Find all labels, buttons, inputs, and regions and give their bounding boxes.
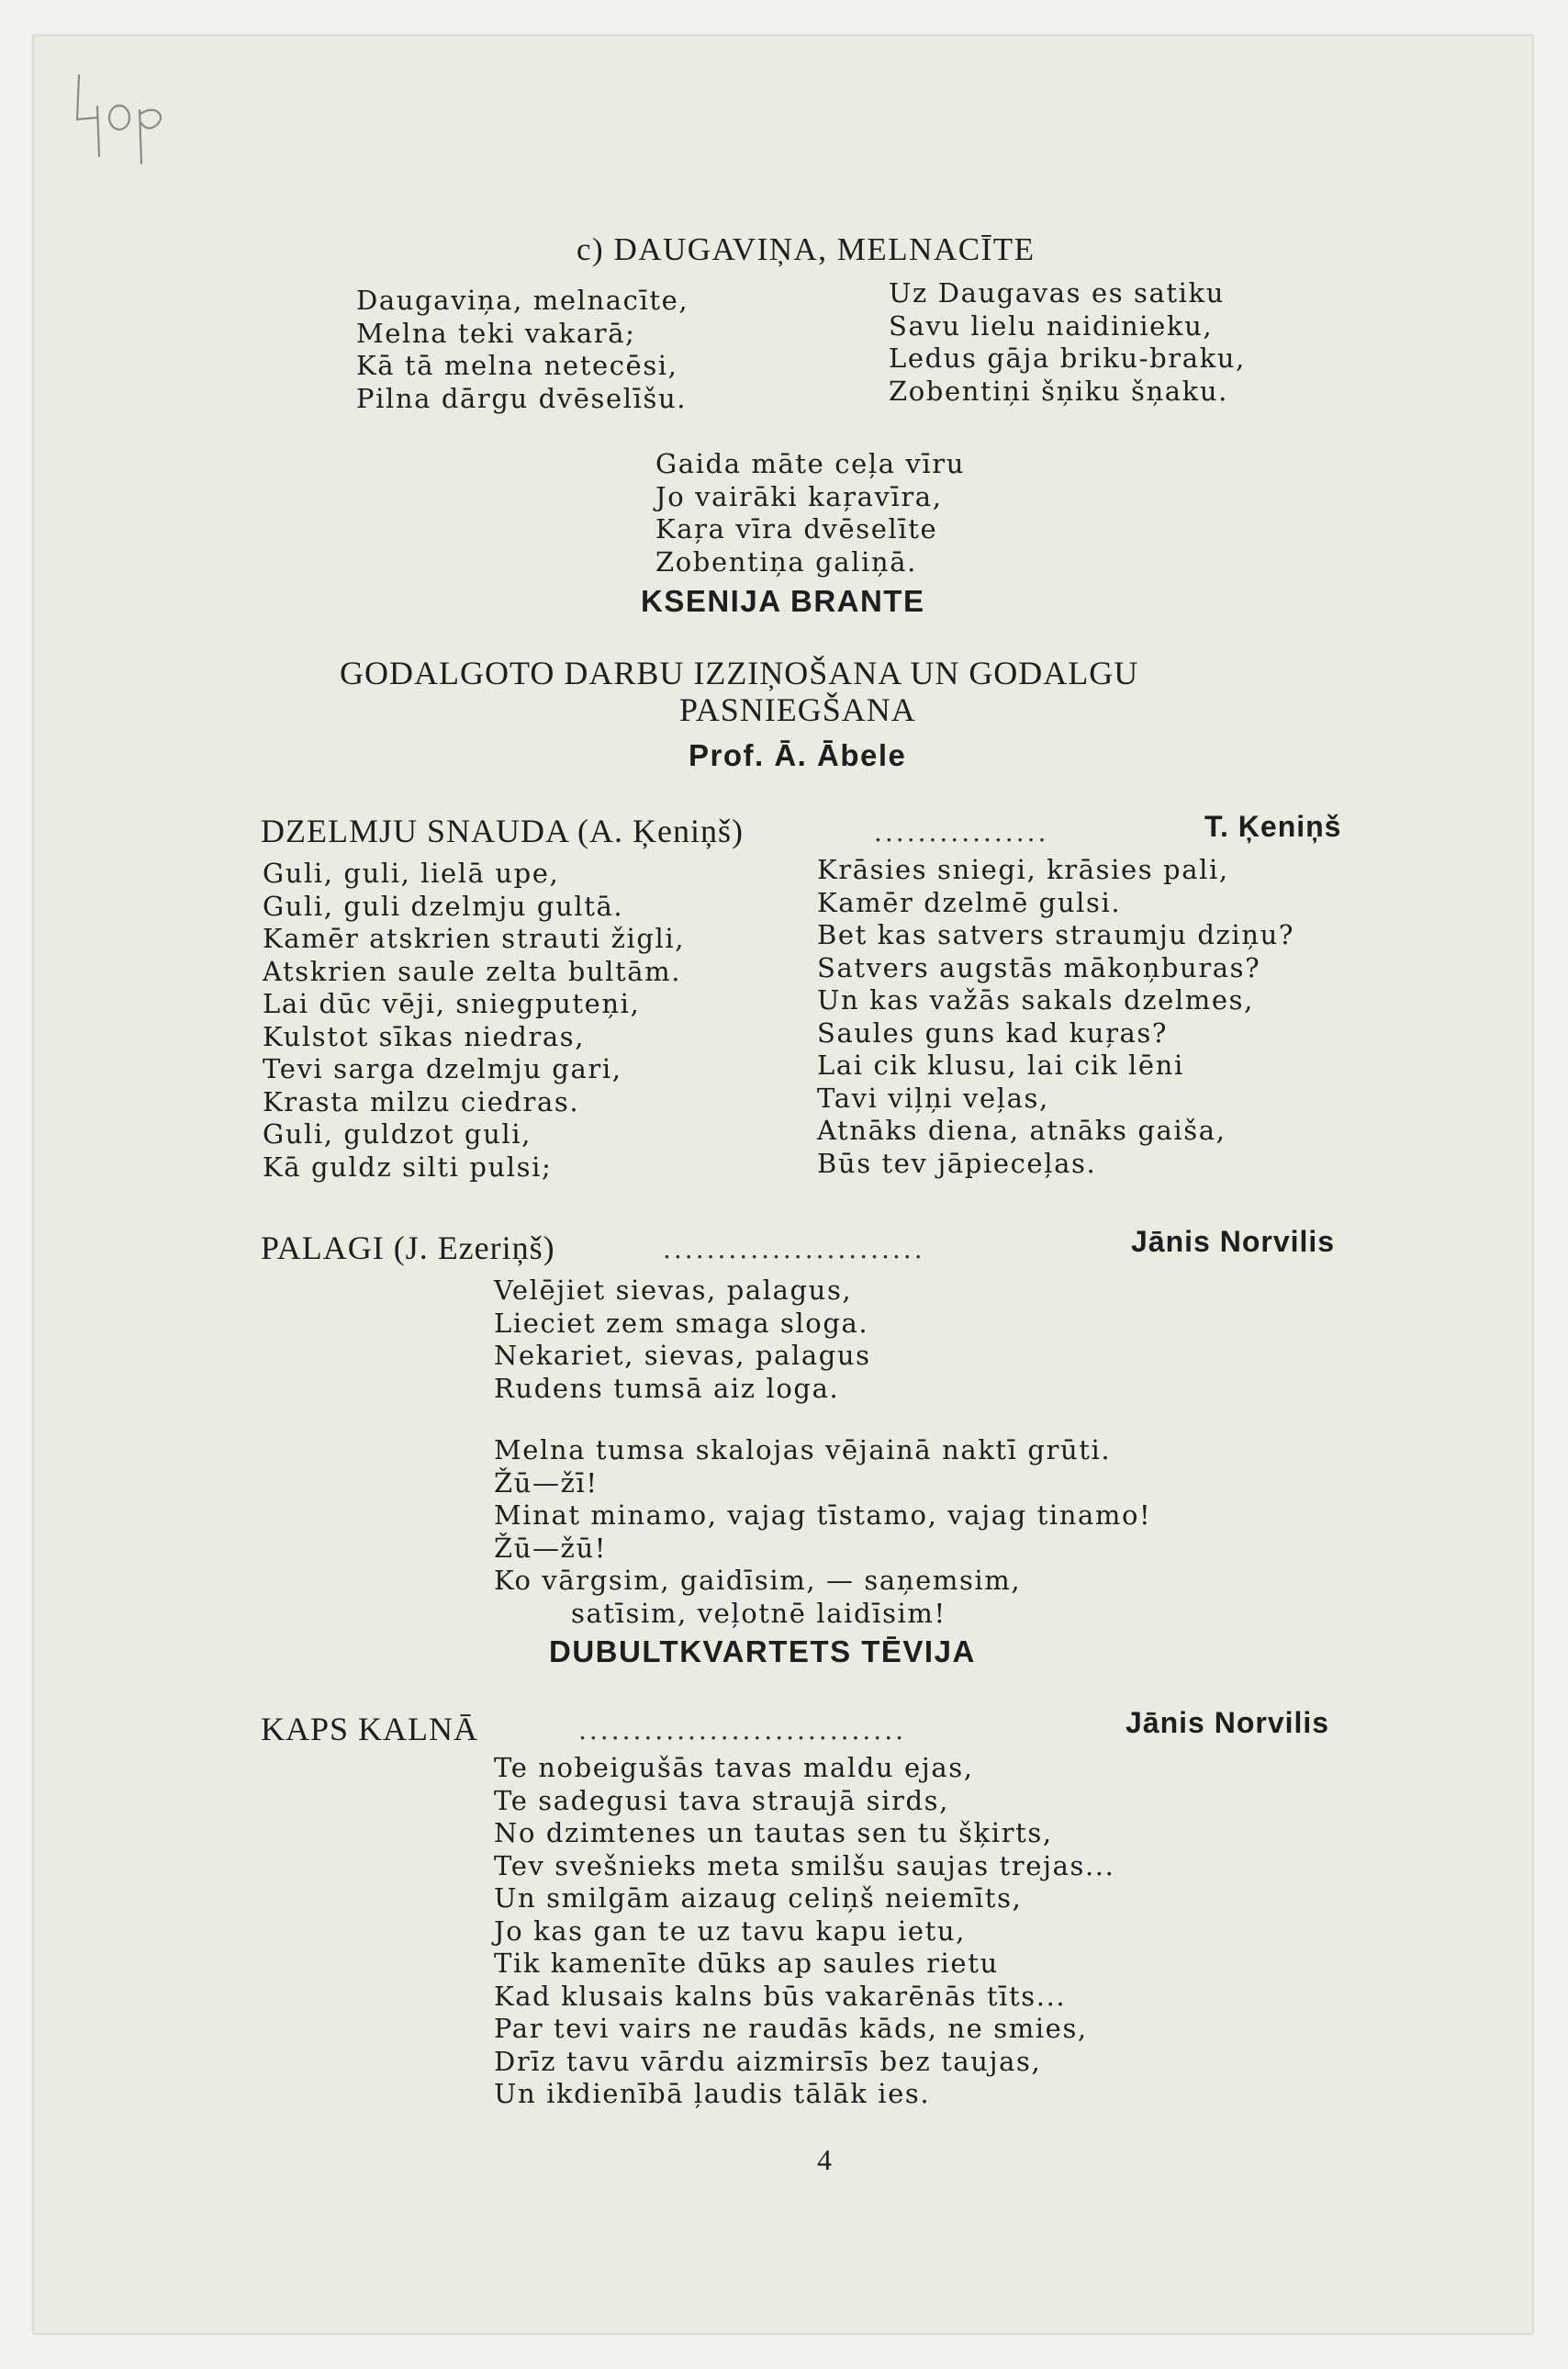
verse-line: Pilna dārgu dvēselīšu. bbox=[356, 382, 688, 414]
verse-line: Te nobeigušās tavas maldu ejas, bbox=[494, 1752, 974, 1783]
verse-line: Daugaviņa, melnacīte, bbox=[356, 285, 689, 316]
verse-line: Un smilgām aizaug celiņš neiemīts, bbox=[494, 1882, 1023, 1914]
verse-line: Krasta milzu ciedras. bbox=[263, 1085, 580, 1117]
verse-line: Gaida māte ceļa vīru bbox=[655, 448, 966, 479]
verse-line: Saules guns kad kuŗas? bbox=[817, 1016, 1169, 1049]
palagi-stanza-2-last-line: satīsim, veļotnē laidīsim! bbox=[571, 1598, 946, 1629]
verse-line: Kamēr atskrien strauti žigli, bbox=[263, 923, 686, 954]
verse-line: Guli, guldzot guli, bbox=[263, 1118, 532, 1150]
section-c-verse-right bbox=[889, 277, 1246, 408]
verse-line: Ko vārgsim, gaidīsim, — saņemsim, bbox=[494, 1565, 1022, 1596]
composer-janis-norvilis: Jānis Norvilis bbox=[1131, 1225, 1336, 1258]
verse-line: Atnāks diena, atnāks gaiša, bbox=[817, 1115, 1226, 1146]
verse-line: Lieciet zem smaga sloga. bbox=[494, 1307, 869, 1339]
verse-line: Atskrien saule zelta bultām. bbox=[263, 955, 682, 987]
verse-line: Ledus gāja briku-braku, bbox=[889, 342, 1246, 374]
verse-line: Žū—žū! bbox=[494, 1532, 608, 1564]
verse-line: Par tevi vairs ne raudās kāds, ne smies, bbox=[494, 2013, 1088, 2044]
palagi-stanza-1 bbox=[494, 1274, 871, 1405]
verse-line: Tik kamenīte dūks ap saules rietu bbox=[494, 1948, 999, 1979]
verse-line: Lai cik klusu, lai cik lēni bbox=[817, 1050, 1184, 1081]
verse-line: Tavi viļņi veļas, bbox=[817, 1082, 1049, 1114]
verse-line: Drīz tavu vārdu aizmirsīs bez taujas, bbox=[494, 2045, 1042, 2077]
verse-line: Kaŗa vīra dvēselīte bbox=[655, 513, 938, 545]
verse-line: Minat minamo, vajag tīstamo, vajag tinamo! bbox=[494, 1499, 1152, 1531]
song-title-dzelmju-snauda: DZELMJU SNAUDA (A. Ķeniņš) bbox=[261, 813, 744, 849]
section-c-title: c) DAUGAVIŅA, MELNACĪTE bbox=[577, 231, 1036, 267]
verse-line: Un kas važās sakals dzelmes, bbox=[817, 984, 1254, 1016]
verse-line: Zobentiņa galiņā. bbox=[655, 545, 917, 578]
verse-line: Būs tev jāpieceļas. bbox=[817, 1147, 1097, 1179]
handwritten-note bbox=[72, 66, 182, 167]
verse-line: Kamēr dzelmē gulsi. bbox=[817, 886, 1122, 918]
verse-line: Satvers augstās mākoņburas? bbox=[817, 951, 1261, 983]
verse-line: Tevi sarga dzelmju gari, bbox=[263, 1053, 622, 1084]
verse-line: Jo kas gan te uz tavu kapu ietu, bbox=[494, 1914, 966, 1947]
verse-line: Kā guldz silti pulsi; bbox=[263, 1151, 553, 1183]
verse-line: Bet kas satvers straumju dziņu? bbox=[817, 919, 1295, 950]
verse-line: Nekariet, sievas, palagus bbox=[494, 1340, 871, 1371]
verse-line: Kā tā melna netecēsi, bbox=[356, 350, 678, 381]
verse-line: Rudens tumsā aiz loga. bbox=[494, 1372, 840, 1404]
verse-line: Tev svešnieks meta smilšu saujas trejas... bbox=[494, 1849, 1115, 1881]
song-title-kaps-kalna: KAPS KALNĀ bbox=[261, 1711, 479, 1747]
dzelmju-verse-left bbox=[263, 858, 685, 1184]
dzelmju-verse-right bbox=[817, 854, 1294, 1180]
award-presenter: Prof. Ā. Ābele bbox=[689, 738, 907, 772]
section-c-verse-center bbox=[655, 448, 965, 578]
song-title-palagi: PALAGI (J. Ezeriņš) bbox=[261, 1229, 555, 1266]
verse-line: Un ikdienībā ļaudis tālāk ies. bbox=[494, 2078, 931, 2109]
verse-line: Uz Daugavas es satiku bbox=[889, 277, 1225, 309]
verse-line: No dzimtenes un tautas sen tu šķirts, bbox=[494, 1817, 1053, 1848]
dot-leader: ........................ bbox=[663, 1234, 925, 1264]
section-c-verse-left bbox=[356, 285, 689, 415]
award-heading-line1: GODALGOTO DARBU IZZIŅOŠANA UN GODALGU bbox=[340, 655, 1139, 691]
performer-ksenija-brante: KSENIJA BRANTE bbox=[641, 584, 925, 618]
composer-t-kenins: T. Ķeniņš bbox=[1204, 810, 1342, 843]
verse-line: Lai dūc vēji, sniegputeņi, bbox=[263, 988, 641, 1019]
verse-line: Zobentiņi šņiku šņaku. bbox=[889, 375, 1228, 407]
palagi-stanza-2 bbox=[494, 1434, 1151, 1598]
verse-line: Melna tumsa skalojas vējainā naktī grūti. bbox=[494, 1434, 1112, 1465]
kaps-kalna-verse bbox=[494, 1752, 1114, 2111]
verse-line: Kulstot sīkas niedras, bbox=[263, 1020, 586, 1052]
composer-janis-norvilis: Jānis Norvilis bbox=[1126, 1706, 1330, 1739]
verse-line: Guli, guli dzelmju gultā. bbox=[263, 890, 624, 922]
verse-line: Guli, guli, lielā upe, bbox=[263, 858, 560, 889]
verse-line: Melna teki vakarā; bbox=[356, 317, 636, 349]
verse-line: Savu lielu naidinieku, bbox=[889, 309, 1214, 342]
verse-line: Krāsies sniegi, krāsies pali, bbox=[817, 854, 1229, 885]
verse-line: Velējiet sievas, palagus, bbox=[494, 1274, 853, 1306]
award-heading-line2: PASNIEGŠANA bbox=[679, 691, 916, 728]
verse-line: Žū—žī! bbox=[494, 1466, 599, 1499]
performer-dubultkvartets-tevija: DUBULTKVARTETS TĒVIJA bbox=[549, 1634, 976, 1668]
verse-line: Kad klusais kalns būs vakarēnās tīts... bbox=[494, 1980, 1067, 2012]
page-number: 4 bbox=[817, 2143, 832, 2176]
dot-leader: ................ bbox=[874, 817, 1049, 848]
verse-line: Jo vairāki kaŗavīra, bbox=[655, 480, 943, 512]
dot-leader: .............................. bbox=[578, 1715, 907, 1746]
verse-line: Te sadegusi tava straujā sirds, bbox=[494, 1784, 949, 1816]
